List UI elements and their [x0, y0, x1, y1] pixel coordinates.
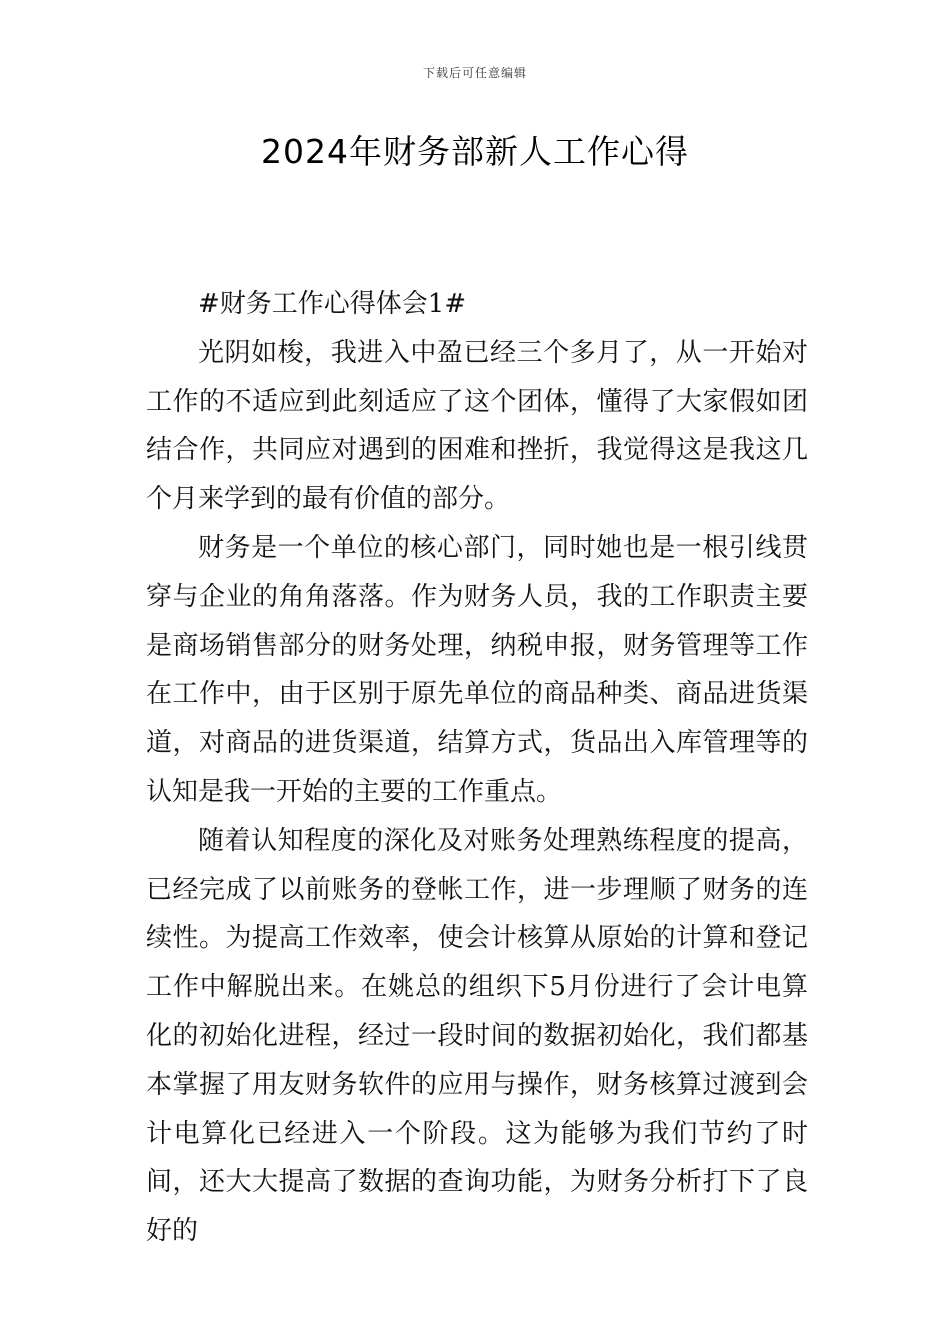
- section-heading: #财务工作心得体会1#: [198, 289, 467, 319]
- header-note: 下载后可任意编辑: [422, 66, 527, 80]
- document-body: [146, 280, 808, 1256]
- paragraph-1: 光阴如梭，我进入中盈已经三个多月了，从一开始对工作的不适应到此刻适应了这个团体，懂得了大家假如团结合作，共同应对遇到的困难和挫折，我觉得这是我这几个月来学到的最有价值的部分。: [146, 337, 808, 515]
- document-title: 2024年财务部新人工作心得: [261, 132, 689, 171]
- paragraph-2: 财务是一个单位的核心部门，同时她也是一根引线贯穿与企业的角角落落。作为财务人员，我的工作职责主要是商场销售部分的财务处理，纳税申报，财务管理等工作在工作中，由于区别于原先单位的商品种类、商品进货渠道，对商品的进货渠道，结算方式，货品出入库管理等的认知是我一开始的主要的工作重点。: [146, 532, 808, 807]
- paragraph-3: 随着认知程度的深化及对账务处理熟练程度的提高，已经完成了以前账务的登帐工作，进一步理顺了财务的连续性。为提高工作效率，使会计核算从原始的计算和登记工作中解脱出来。在姚总的组织下5月份进行了会计电算化的初始化进程，经过一段时间的数据初始化，我们都基本掌握了用友财务软件的应用与操作，财务核算过渡到会计电算化已经进入一个阶段。这为能够为我们节约了时间，还大大提高了数据的查询功能，为财务分析打下了良好的: [146, 825, 808, 1247]
